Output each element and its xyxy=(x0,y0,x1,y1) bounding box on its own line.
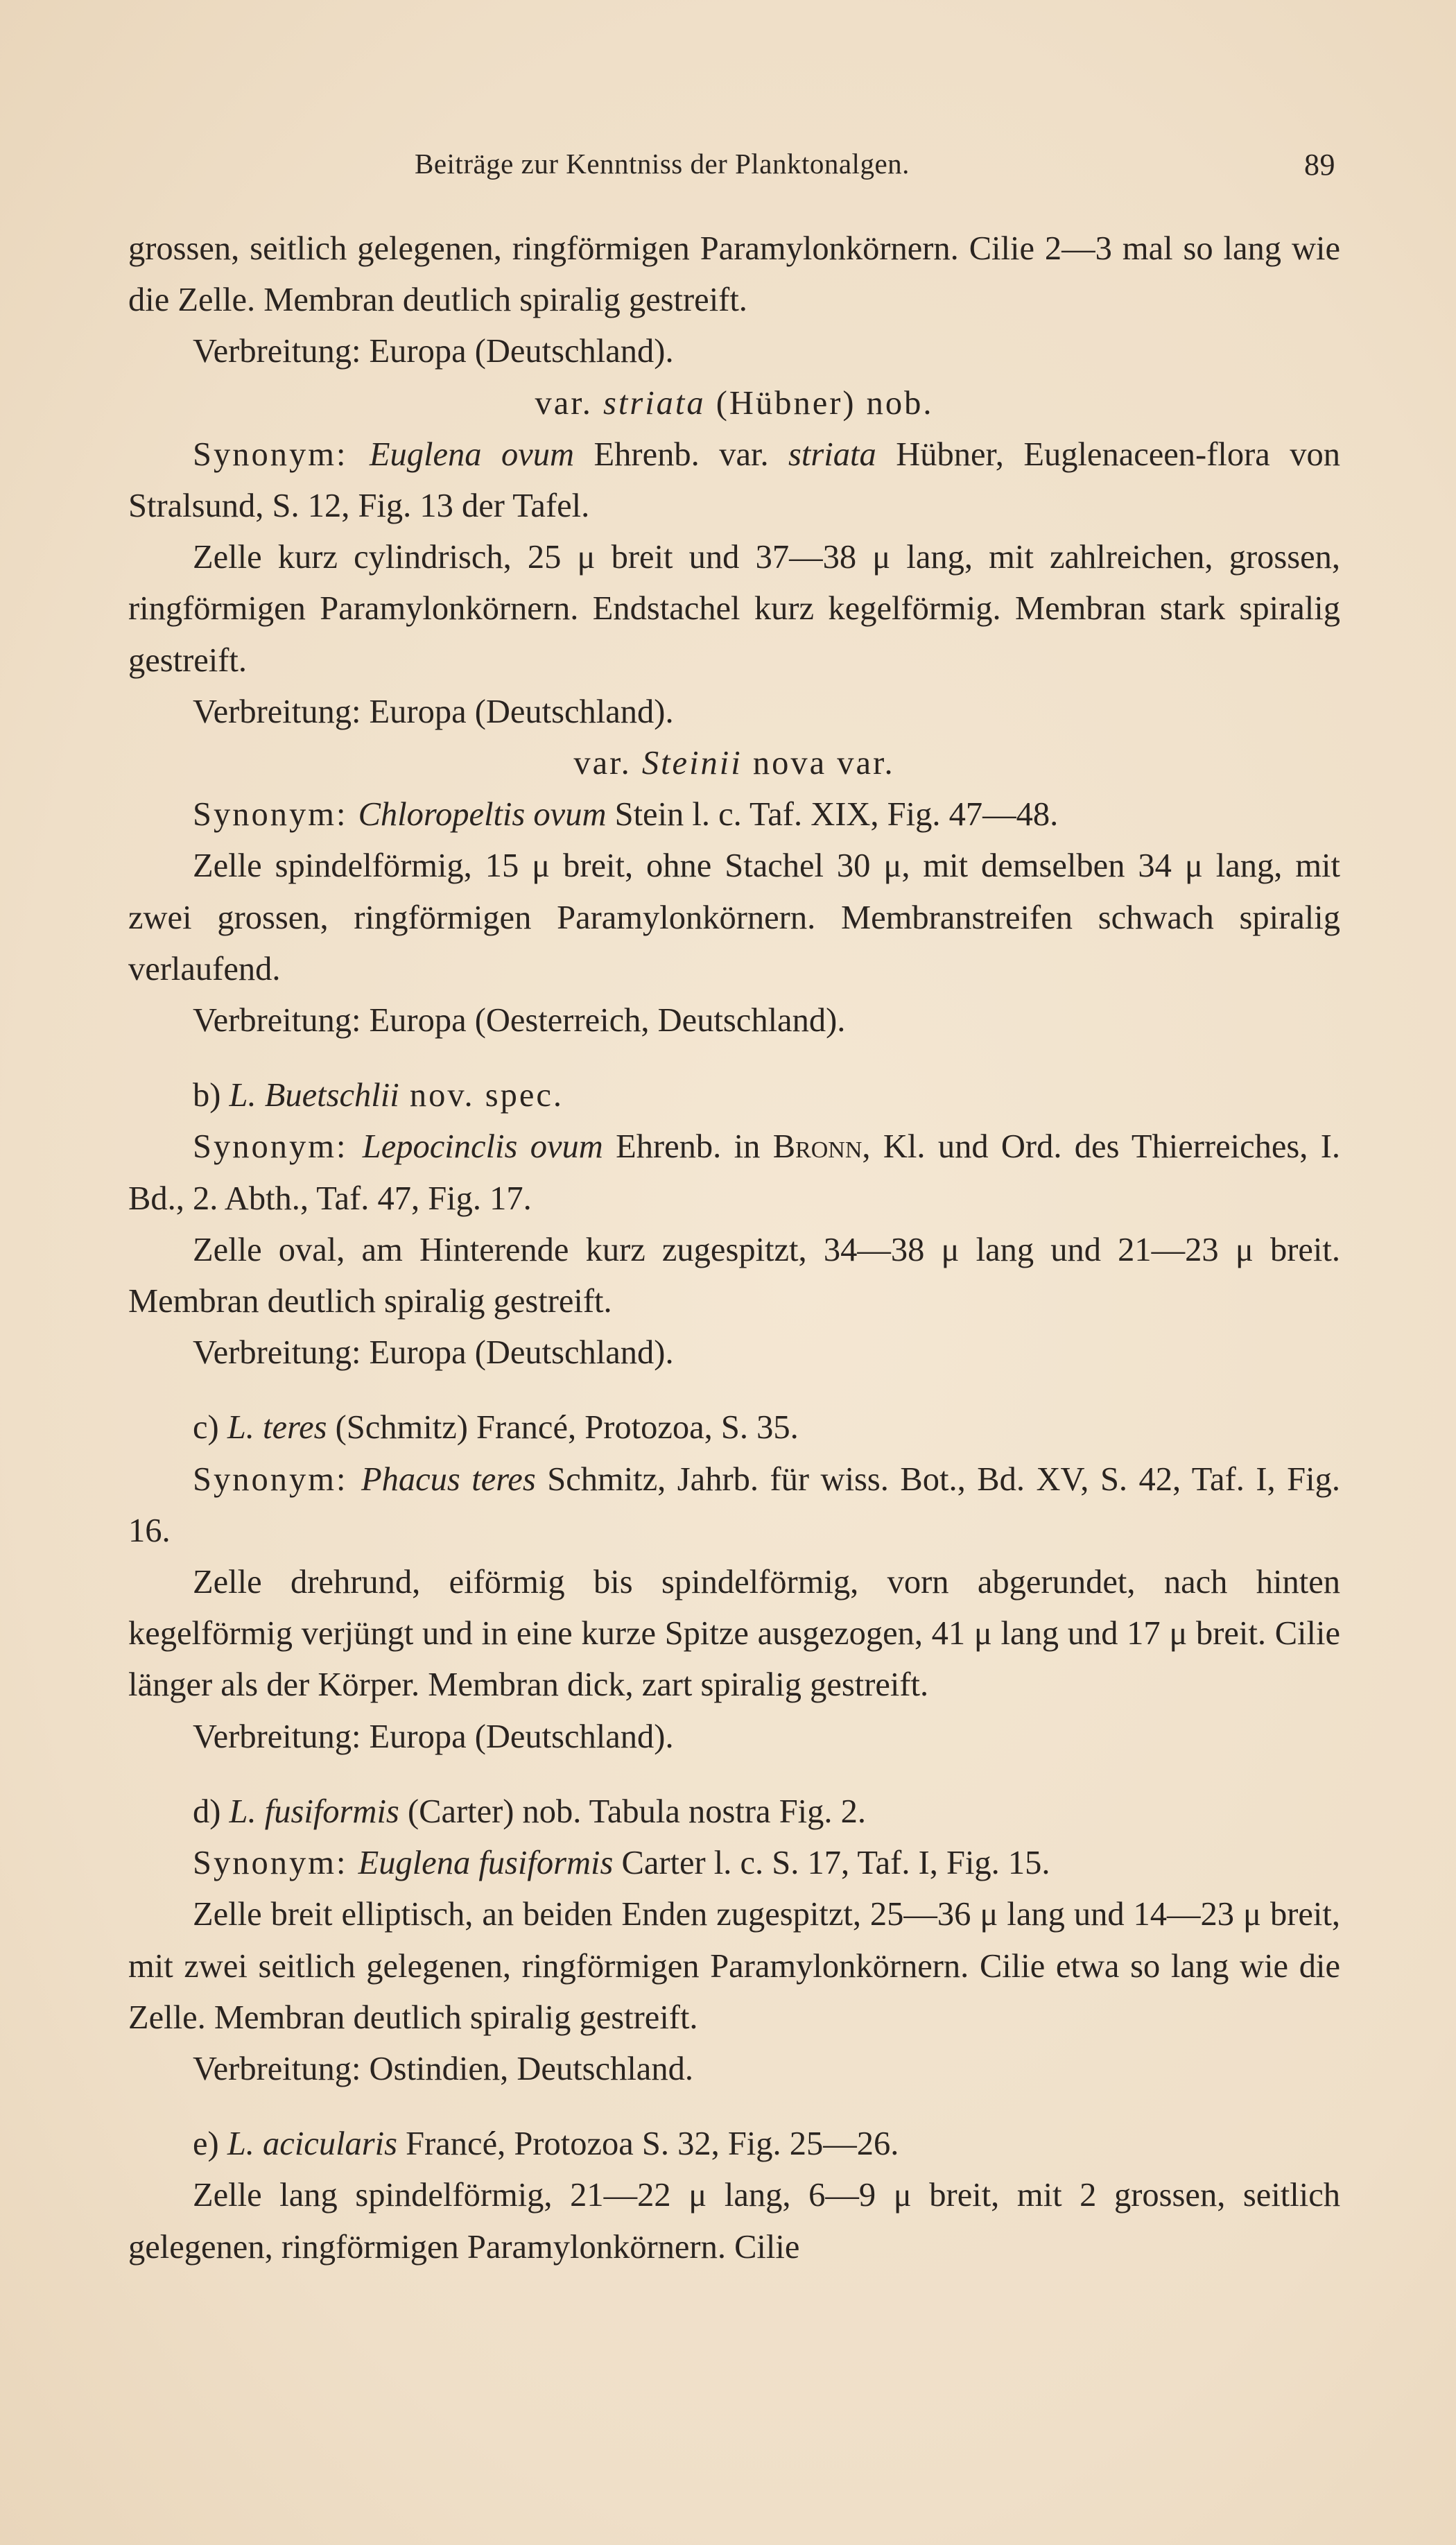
page-body xyxy=(128,223,1340,2273)
species-heading-d: d) L. fusiformis (Carter) nob. Tabula nostra Fig. 2. xyxy=(193,1793,867,1830)
synonym-line: Synonym: Chloropeltis ovum Stein l. c. Taf. XIX, Fig. 47—48. xyxy=(193,796,1059,834)
species-heading-c: c) L. teres (Schmitz) Francé, Protozoa, S. 35. xyxy=(193,1409,799,1447)
distribution-line: Verbreitung: Europa (Oesterreich, Deutschland). xyxy=(193,1002,846,1039)
description-paragraph: Zelle kurz cylindrisch, 25 μ breit und 37—38 μ lang, mit zahlreichen, grossen, ringförmigen Paramylonkörnern. Endstachel kurz kegelförmig. Membran stark spiralig gestreift. xyxy=(128,539,1340,679)
species-heading-e: e) L. acicularis Francé, Protozoa S. 32, Fig. 25—26. xyxy=(193,2125,899,2163)
species-heading-b: b) L. Buetschlii nov. spec. xyxy=(193,1077,564,1114)
running-header xyxy=(415,147,1335,189)
synonym-line: Synonym: Lepocinclis ovum Ehrenb. in Bronn, Kl. und Ord. des Thierreiches, I. Bd., 2. Abth., Taf. 47, Fig. 17. xyxy=(128,1128,1340,1217)
distribution-line: Verbreitung: Europa (Deutschland). xyxy=(193,333,674,370)
description-paragraph: Zelle breit elliptisch, an beiden Enden zugespitzt, 25—36 μ lang und 14—23 μ breit, mit zwei seitlich gelegenen, ringförmigen Paramylonkörnern. Cilie etwa so lang wie die Zelle. Membran deutlich spiralig gestreift. xyxy=(128,1896,1340,2036)
synonym-line: Synonym: Phacus teres Schmitz, Jahrb. für wiss. Bot., Bd. XV, S. 42, Taf. I, Fig. 16. xyxy=(128,1460,1340,1549)
synonym-line: Synonym: Euglena ovum Ehrenb. var. striata Hübner, Euglenaceen-flora von Stralsund, S. 12, Fig. 13 der Tafel. xyxy=(128,435,1340,525)
distribution-line: Verbreitung: Ostindien, Deutschland. xyxy=(193,2050,693,2087)
variety-heading-steinii: var. Steinii nova var. xyxy=(573,745,895,782)
page-number: 89 xyxy=(1304,148,1335,182)
paragraph: grossen, seitlich gelegenen, ringförmigen Paramylonkörnern. Cilie 2—3 mal so lang wie die Zelle. Membran deutlich spiralig gestreift. xyxy=(128,230,1340,319)
description-paragraph: Zelle lang spindelförmig, 21—22 μ lang, 6—9 μ breit, mit 2 grossen, seitlich gelegenen, ringförmigen Paramylonkörnern. Cilie xyxy=(128,2177,1340,2266)
running-title: Beiträge zur Kenntniss der Planktonalgen. xyxy=(415,148,910,180)
synonym-line: Synonym: Euglena fusiformis Carter l. c. S. 17, Taf. I, Fig. 15. xyxy=(193,1845,1050,1882)
distribution-line: Verbreitung: Europa (Deutschland). xyxy=(193,1334,674,1372)
description-paragraph: Zelle spindelförmig, 15 μ breit, ohne Stachel 30 μ, mit demselben 34 μ lang, mit zwei grossen, ringförmigen Paramylonkörnern. Membranstreifen schwach spiralig verlaufend. xyxy=(128,847,1340,987)
description-paragraph: Zelle oval, am Hinterende kurz zugespitzt, 34—38 μ lang und 21—23 μ breit. Membran deutlich spiralig gestreift. xyxy=(128,1231,1340,1320)
description-paragraph: Zelle drehrund, eiförmig bis spindelförmig, vorn abgerundet, nach hinten kegelförmig verjüngt und in eine kurze Spitze ausgezogen, 41 μ lang und 17 μ breit. Cilie länger als der Körper. Membran dick, zart spiralig gestreift. xyxy=(128,1564,1340,1704)
variety-heading-striata: var. striata (Hübner) nob. xyxy=(535,384,934,422)
distribution-line: Verbreitung: Europa (Deutschland). xyxy=(193,1718,674,1755)
distribution-line: Verbreitung: Europa (Deutschland). xyxy=(193,693,674,730)
